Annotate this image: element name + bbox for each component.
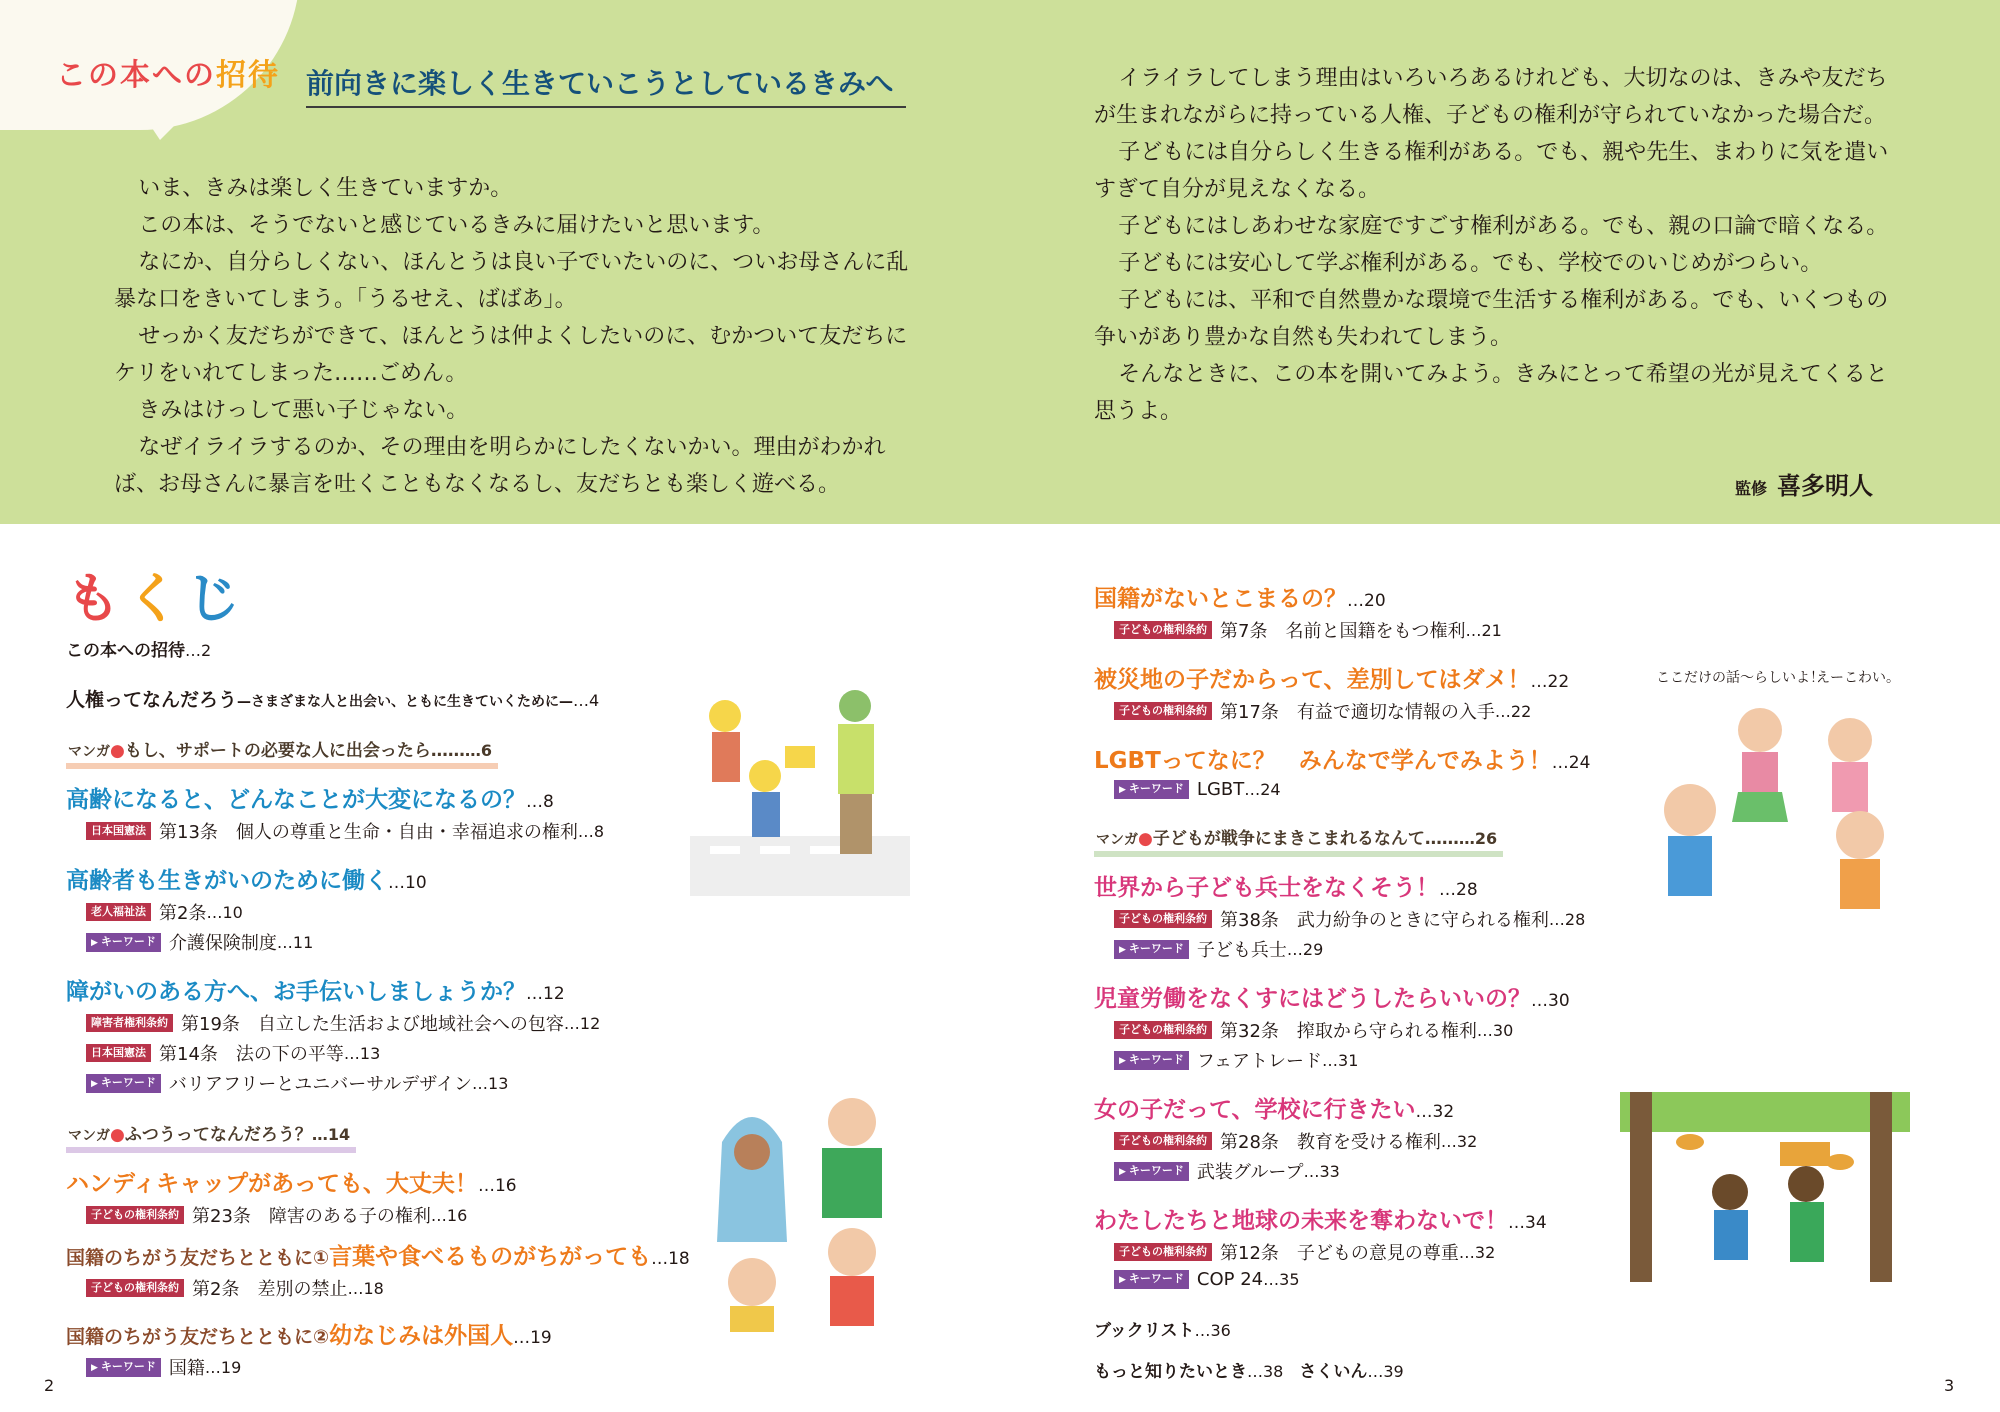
law-badge: 子どもの権利条約 [1114,1132,1212,1150]
toc-entry-title: 国籍がないとこまるの？ [1094,586,1347,612]
keyword-badge: ▶ キーワード [1114,780,1189,799]
crossing-guard-illustration [690,676,910,896]
toc-entry-title: LGBTってなに？ みんなで学んでみよう！ [1094,748,1552,774]
toc-heading [66,556,246,633]
toc-entry-r1[interactable] [1094,580,1814,613]
toc-sub-text: 国籍 [168,1358,205,1379]
toc-page: …33 [1303,1161,1340,1181]
toc-sub-text: 第7条 名前と国籍をもつ権利 [1220,621,1466,642]
manga-tag: マンガ [68,1128,110,1144]
toc-page: …10 [206,902,243,922]
toc-page: …30 [1531,991,1570,1011]
toc-sub-text: 第28条 教育を受ける権利 [1220,1132,1441,1153]
toc-heading-char: じ [186,567,246,630]
toc-page: …10 [388,873,427,893]
toc-page: …21 [1465,620,1502,640]
toc-entry-s2[interactable] [66,862,706,895]
law-badge: 子どもの権利条約 [1114,1243,1212,1261]
toc-page: …39 [1367,1362,1404,1381]
law-badge: 子どもの権利条約 [1114,702,1212,720]
toc-page: …4 [573,691,600,710]
intro-paragraph: 子どもにはしあわせな家庭ですごす権利がある。でも、親の口論で暗くなる。 [1118,214,1889,239]
law-badge: 子どもの権利条約 [1114,1021,1212,1039]
toc-page: …16 [477,1176,517,1196]
toc-entry-subtitle: —さまざまな人と出会い、ともに生きていくために— [237,694,574,710]
toc-page: …24 [1244,780,1281,799]
toc-entry-more[interactable] [1094,1357,1814,1382]
toc-entry-title: もし、サポートの必要な人に出会ったら…… [124,741,465,761]
toc-sub-text: 第19条 自立した生活および地域社会への包容 [181,1014,564,1035]
toc-page: …16 [430,1205,468,1225]
toc-entry-prefix: 国籍のちがう友だちとともに① [66,1247,330,1269]
toc-sub-text: フェアトレード [1196,1051,1323,1072]
toc-page: …6 [464,741,492,760]
law-badge: 日本国憲法 [86,822,151,840]
toc-sub-text: 第32条 搾取から守られる権利 [1220,1021,1477,1042]
intro-paragraph: この本は、そうでないと感じているきみに届けたいと思います。 [138,213,775,238]
intro-title-part-a: この本への [56,58,216,93]
intro-paragraph: なにか、自分らしくない、ほんとうは良い子でいたいのに、ついお母さんに乱暴な口をきいてしまう。「うるせえ、ばばあ」。 [114,250,909,312]
supervisor-label: 監修 [1735,479,1768,498]
toc-entry-title: 児童労働をなくすにはどうしたらいいの？ [1094,986,1531,1012]
manga-tag: マンガ [1096,832,1138,848]
toc-page: …19 [513,1328,552,1348]
toc-page: …8 [526,792,554,812]
toc-entry-title: 被災地の子だからって、差別してはダメ！ [1094,667,1531,693]
toc-page: …32 [1440,1131,1478,1151]
law-badge: 日本国憲法 [86,1044,151,1062]
toc-entry-s3[interactable] [66,973,706,1006]
toc-page: …24 [1551,753,1591,773]
toc-sub-r5a[interactable] [1094,1017,1814,1043]
toc-page: …31 [1322,1050,1359,1070]
toc-manga-2[interactable] [66,1118,706,1153]
toc-entry-jinken[interactable] [66,685,706,712]
toc-entry-booklist[interactable] [1094,1316,1814,1341]
toc-entry-title: 子どもが戦争にまきこまれるなんて…… [1152,829,1459,849]
toc-page: …14 [311,1125,351,1144]
intro-right-text [1094,60,1894,430]
law-badge: 子どもの権利条約 [1114,621,1212,639]
toc-entry-title: 言葉や食べるものがちがっても [329,1244,652,1270]
toc-heading-char: も [66,567,126,630]
law-badge: 子どもの権利条約 [86,1206,184,1224]
intro-left-text [114,170,914,503]
toc-page: …13 [472,1073,509,1093]
toc-page: …38 [1247,1362,1284,1381]
supervisor-name: 喜多明人 [1777,472,1874,500]
toc-page: …2 [185,641,212,660]
law-badge: 障害者権利条約 [86,1014,173,1032]
toc-sub-text: 第38条 武力紛争のときに守られる権利 [1220,910,1549,931]
friends-illustration [702,1082,902,1332]
intro-paragraph: きみはけっして悪い子じゃない。 [138,398,469,423]
toc-sub-s3a[interactable] [66,1010,706,1036]
toc-entry-prefix: 国籍のちがう友だちとともに② [66,1326,330,1348]
intro-paragraph: 子どもには、平和で自然豊かな環境で生活する権利がある。でも、いくつもの争いがあり豊かな自然も失われてしまう。 [1094,288,1889,350]
toc-heading-char: く [126,567,186,630]
toc-entry-title: 人権ってなんだろう [66,689,238,711]
toc-sub-s3c[interactable] [66,1070,706,1096]
toc-sub-text: 第2条 差別の禁止 [192,1279,348,1300]
toc-page: …19 [204,1357,242,1377]
manga-dot: ● [110,741,125,761]
toc-entry-intro[interactable] [66,636,706,661]
law-badge: 老人福祉法 [86,903,151,921]
toc-page: …13 [343,1043,381,1063]
toc-sub-r5b[interactable] [1094,1047,1814,1073]
toc-page: …34 [1508,1213,1547,1233]
toc-sub-s2a[interactable] [66,899,706,925]
toc-sub-s3b[interactable] [66,1040,706,1066]
toc-left-column [66,628,706,1380]
toc-page: …8 [577,821,605,841]
toc-page: …29 [1286,939,1324,959]
toc-sub-text: 第13条 個人の尊重と生命・自由・幸福追求の権利 [159,822,578,843]
toc-page: …18 [347,1278,384,1298]
intro-paragraph: そんなときに、この本を開いてみよう。きみにとって希望の光が見えてくると思うよ。 [1094,362,1888,424]
toc-entry-s4[interactable] [66,1165,706,1198]
keyword-badge: ▶ キーワード [1114,940,1189,959]
page-number-left: 2 [44,1376,55,1395]
toc-entry-s1[interactable] [66,781,706,814]
toc-sub-s4a[interactable] [66,1202,706,1228]
speech-bubble-tail [140,110,190,140]
toc-manga-1[interactable] [66,734,706,769]
children-talking-illustration [1650,660,1910,910]
toc-page: …26 [1458,829,1498,848]
toc-entry-title: 幼なじみは外国人 [329,1323,514,1349]
intro-title-part-b: 招待 [216,58,280,93]
supervisor-signature [1735,466,1873,501]
keyword-badge: ▶ キーワード [1114,1270,1189,1289]
toc-sub-text: 子ども兵士 [1196,940,1287,961]
toc-page: …35 [1263,1270,1300,1289]
toc-entry-title: わたしたちと地球の未来を奪わないで！ [1094,1208,1508,1234]
toc-entry-title: 世界から子ども兵士をなくそう！ [1094,875,1439,901]
intro-paragraph: イライラしてしまう理由はいろいろあるけれども、大切なのは、きみや友だちが生まれながらに持っている人権、子どもの権利が守られていなかった場合だ。 [1094,66,1888,128]
toc-sub-text: LGBT [1196,779,1245,800]
page-number-right: 3 [1944,1376,1955,1395]
cacao-harvest-illustration [1620,1092,1910,1282]
toc-page: …12 [563,1013,601,1033]
keyword-badge: ▶ キーワード [1114,1051,1189,1070]
toc-page: …20 [1347,591,1386,611]
toc-page: …36 [1194,1321,1231,1340]
toc-page: …22 [1494,701,1532,721]
toc-sub-text: COP 24 [1196,1269,1264,1290]
intro-paragraph: せっかく友だちができて、ほんとうは仲よくしたいのに、むかついて友だちにケリをいれてしまった……ごめん。 [114,324,908,386]
toc-page: …12 [526,984,565,1004]
toc-sub-text: バリアフリーとユニバーサルデザイン [168,1074,473,1095]
toc-page: …32 [1458,1242,1496,1262]
keyword-badge: ▶ キーワード [86,1358,161,1377]
manga-title-wrap [1094,822,1503,857]
toc-sub-text: 第23条 障害のある子の権利 [192,1206,431,1227]
toc-entry-title: ふつうってなんだろう？ [124,1125,312,1145]
toc-sub-s1a[interactable] [66,818,706,844]
toc-page: …28 [1439,880,1478,900]
toc-sub-r1a[interactable] [1094,617,1814,643]
manga-title-wrap [66,1118,356,1153]
toc-entry-r5[interactable] [1094,980,1814,1013]
toc-entry-title: 高齢になると、どんなことが大変になるの？ [66,787,526,813]
intro-paragraph: 子どもには自分らしく生きる権利がある。でも、親や先生、まわりに気を遣いすぎて自分が見えなくなる。 [1094,140,1889,202]
toc-sub-text: 第2条 [159,903,207,924]
toc-entry-title: 障がいのある方へ、お手伝いしましょうか？ [66,979,526,1005]
toc-page: …11 [276,932,314,952]
keyword-badge: ▶ キーワード [86,1074,161,1093]
law-badge: 子どもの権利条約 [86,1279,184,1297]
manga-dot: ● [110,1125,125,1145]
toc-sub-s5a[interactable] [66,1275,706,1301]
toc-sub-s2b[interactable] [66,929,706,955]
intro-paragraph: 子どもには安心して学ぶ権利がある。でも、学校でのいじめがつらい。 [1118,251,1823,276]
toc-sub-text: 第12条 子どもの意見の尊重 [1220,1243,1459,1264]
toc-entry-title: この本への招待 [66,641,185,661]
toc-entry-s6[interactable] [66,1317,706,1350]
intro-title [56,50,280,94]
toc-entry-s5[interactable] [66,1238,706,1271]
toc-page: …32 [1415,1102,1455,1122]
toc-index-title: さくいん [1299,1362,1368,1382]
intro-subtitle: 前向きに楽しく生きていこうとしているきみへ [306,62,906,108]
toc-entry-title: もっと知りたいとき [1094,1362,1247,1382]
toc-entry-title: 女の子だって、学校に行きたい [1094,1097,1416,1123]
toc-sub-r4b[interactable] [1094,936,1814,962]
intro-paragraph: なぜイライラするのか、その理由を明らかにしたくないかい。理由がわかれば、お母さんに暴言を吐くこともなくなるし、友だちとも楽しく遊べる。 [114,435,886,497]
toc-entry-title: ハンディキャップがあっても、大丈夫！ [66,1171,478,1197]
manga-dot: ● [1138,829,1153,849]
toc-page: …18 [651,1249,690,1269]
manga-tag: マンガ [68,744,110,760]
intro-paragraph: いま、きみは楽しく生きていますか。 [138,176,513,201]
law-badge: 子どもの権利条約 [1114,910,1212,928]
speech-text-1: ここだけの話〜らしいよ！ [1656,670,1824,686]
toc-page: …28 [1548,909,1586,929]
toc-sub-text: 第14条 法の下の平等 [159,1044,344,1065]
keyword-badge: ▶ キーワード [1114,1162,1189,1181]
speech-text-2: えーこわい。 [1816,670,1900,686]
toc-page: …22 [1530,672,1570,692]
manga-title-wrap [66,734,498,769]
toc-entry-title: ブックリスト [1094,1321,1195,1341]
toc-sub-text: 第17条 有益で適切な情報の入手 [1220,702,1495,723]
toc-entry-title: 高齢者も生きがいのために働く [66,868,388,894]
toc-page: …30 [1476,1020,1514,1040]
toc-sub-s6a[interactable] [66,1354,706,1380]
toc-sub-text: 介護保険制度 [168,933,277,954]
toc-sub-text: 武装グループ [1196,1162,1304,1183]
keyword-badge: ▶ キーワード [86,933,161,952]
